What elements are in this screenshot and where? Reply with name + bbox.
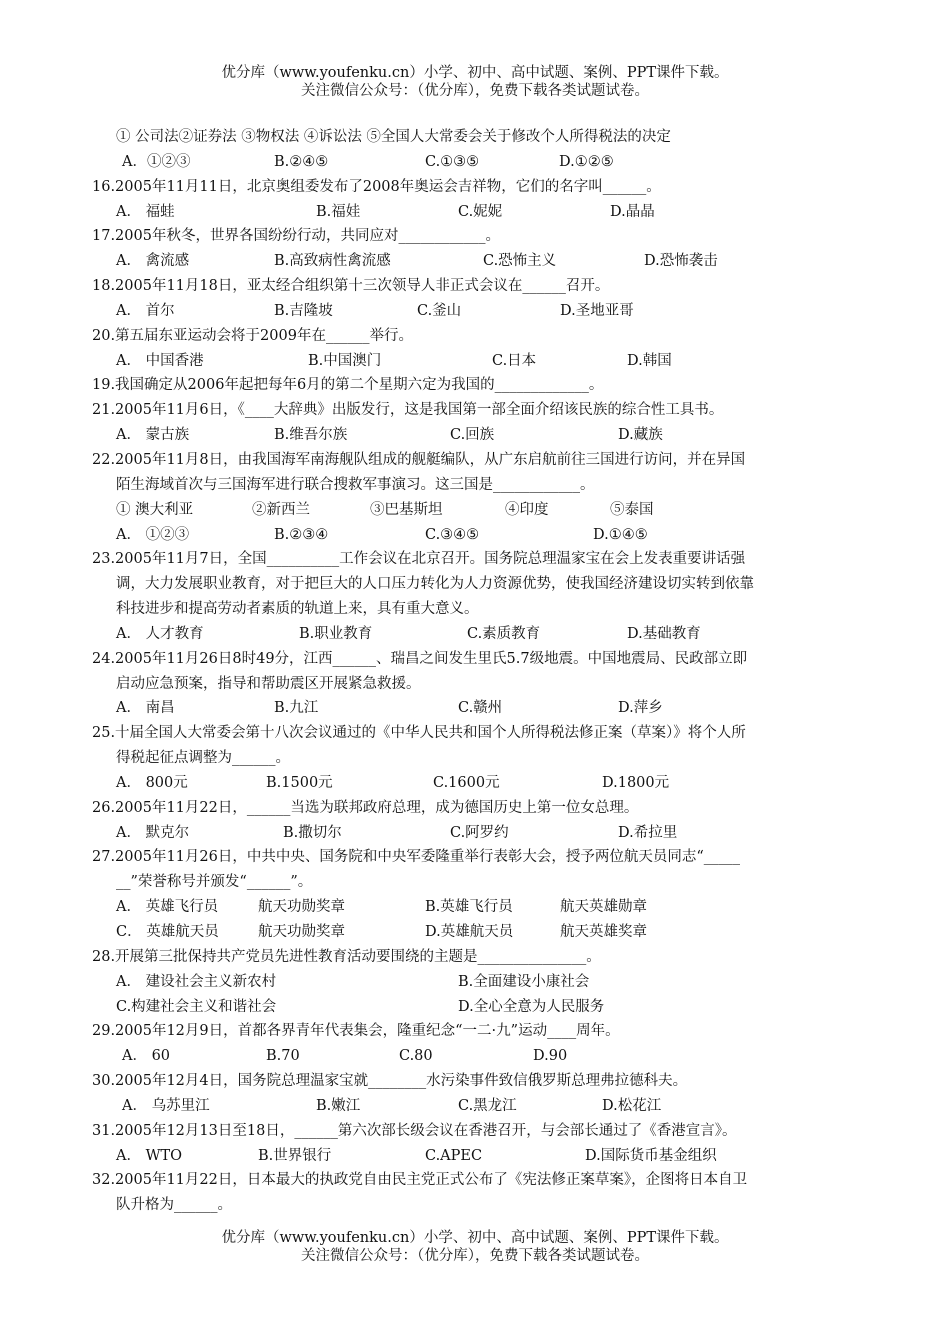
question-23-options <box>92 622 872 647</box>
question-27-options-cd <box>92 920 872 945</box>
option-a: A． 建设社会主义新农村 <box>116 973 277 990</box>
question-27-stem-1: 27.2005年11月26日，中共中央、国务院和中央军委隆重举行表彰大会，授予两位航天员同志“_____ <box>92 849 741 866</box>
option-c: C.阿罗约 <box>450 824 509 841</box>
question-list <box>92 125 872 1218</box>
page-header <box>0 64 950 100</box>
option-a-medal: 航天功勋奖章 <box>258 899 345 916</box>
option-d: D.希拉里 <box>618 824 678 841</box>
header-line-2: 关注微信公众号：（优分库），免费下载各类试题试卷。 <box>301 83 649 99</box>
option-a: A． 800元 <box>116 774 188 791</box>
question-22-stem-1: 22.2005年11月8日，由我国海军南海舰队组成的舰艇编队，从广东启航前往三国进行访问，并在异国 <box>92 451 746 468</box>
option-c: C.回族 <box>450 427 495 444</box>
option-b: B.维吾尔族 <box>274 427 348 444</box>
question-27-stem-2: __”荣誉称号并颁发“______”。 <box>116 874 313 891</box>
option-a: A． 福蛙 <box>116 203 175 220</box>
question-18-options <box>92 299 872 324</box>
question-17-options <box>92 249 872 274</box>
option-d: D.90 <box>533 1048 568 1065</box>
question-32-stem-1: 32.2005年11月22日，日本最大的执政党自由民主党正式公布了《宪法修正案草案》，企图将日本自卫 <box>92 1172 748 1189</box>
question-15-options <box>92 150 872 175</box>
option-b: B.②④⑤ <box>274 153 329 170</box>
option-a: A． 南昌 <box>116 700 175 717</box>
option-d: D.韩国 <box>627 352 672 369</box>
option-c: C.妮妮 <box>458 203 503 220</box>
option-d: D.藏族 <box>618 427 663 444</box>
question-31-options <box>92 1144 872 1169</box>
question-16-options <box>92 200 872 225</box>
question-23-stem-3: 科技进步和提高劳动者素质的轨道上来，具有重大意义。 <box>116 601 479 618</box>
option-b: B.②③④ <box>274 526 329 543</box>
item-4: ④印度 <box>505 501 549 518</box>
option-c: C.釜山 <box>417 302 462 319</box>
option-b: B.职业教育 <box>299 625 373 642</box>
question-18-stem: 18.2005年11月18日，亚太经合组织第十三次领导人非正式会议在______召开。 <box>92 278 610 295</box>
option-a: A． ①②③ <box>116 526 190 543</box>
option-a: A．①②③ <box>122 153 191 170</box>
option-b: B.世界银行 <box>258 1147 332 1164</box>
question-20-stem: 20.第五届东亚运动会将于2009年在______举行。 <box>92 327 413 344</box>
option-a: A． 禽流感 <box>116 253 190 270</box>
option-b: B.1500元 <box>266 774 333 791</box>
question-29-options <box>92 1044 872 1069</box>
option-d-medal: 航天英雄奖章 <box>560 924 647 940</box>
option-b: B.全面建设小康社会 <box>458 973 590 990</box>
option-a: A． 蒙古族 <box>116 427 190 444</box>
item-3: ③巴基斯坦 <box>370 501 443 518</box>
footer-line-1: 优分库（www.youfenku.cn）小学、初中、高中试题、案例、PPT课件下载。 <box>221 1230 729 1246</box>
option-b: B.嫩江 <box>316 1097 361 1114</box>
option-d: D.萍乡 <box>618 700 663 717</box>
option-b: B.吉隆坡 <box>274 302 333 319</box>
page-footer <box>0 1229 950 1265</box>
question-22-items <box>92 498 872 523</box>
option-c: C.赣州 <box>458 700 503 717</box>
question-26-options <box>92 821 872 846</box>
question-24-stem-1: 24.2005年11月26日8时49分，江西______、瑞昌之间发生里氏5.7级地震。中国地震局、民政部立即 <box>92 650 748 667</box>
question-21-options <box>92 423 872 448</box>
question-30-stem: 30.2005年12月4日，国务院总理温家宝就________水污染事件致信俄罗斯总理弗拉德科夫。 <box>92 1073 688 1090</box>
question-25-stem-2: 得税起征点调整为______。 <box>116 750 290 767</box>
question-25-options <box>92 771 872 796</box>
question-20-options <box>92 349 872 374</box>
option-b: B.福娃 <box>316 203 361 220</box>
option-b-title: B.英雄飞行员 <box>425 899 513 916</box>
option-a: A． 中国香港 <box>116 352 204 369</box>
question-22-stem-2: 陌生海域首次与三国海军进行联合搜救军事演习。这三国是____________。 <box>116 476 595 493</box>
option-c: C.1600元 <box>433 774 500 791</box>
item-1: ① 澳大利亚 <box>116 501 194 518</box>
question-27-options-ab <box>92 895 872 920</box>
question-31-stem: 31.2005年12月13日至18日，______第六次部长级会议在香港召开，与会部长通过了《香港宣言》。 <box>92 1122 737 1139</box>
option-b: B.撒切尔 <box>283 824 342 841</box>
question-28-options-cd <box>92 995 872 1020</box>
footer-line-2: 关注微信公众号：（优分库），免费下载各类试题试卷。 <box>301 1248 649 1264</box>
question-23-stem-2: 调，大力发展职业教育，对于把巨大的人口压力转化为人力资源优势，使我国经济建设切实转到依靠 <box>116 576 754 593</box>
option-b: B.九江 <box>274 700 319 717</box>
option-c-title: C． 英雄航天员 <box>116 924 219 940</box>
option-d: D.国际货币基金组织 <box>585 1147 717 1164</box>
option-d: D.圣地亚哥 <box>560 302 634 319</box>
option-b: B.高致病性禽流感 <box>274 253 391 270</box>
option-d: D.基础教育 <box>627 625 701 642</box>
option-c: C.黑龙江 <box>458 1097 517 1114</box>
option-d: D.松花江 <box>602 1097 662 1114</box>
option-d: D.①②⑤ <box>559 153 614 170</box>
question-30-options <box>92 1094 872 1119</box>
item-2: ②新西兰 <box>252 501 310 518</box>
question-15-items: ① 公司法②证券法 ③物权法 ④诉讼法 ⑤全国人大常委会关于修改个人所得税法的决定 <box>116 129 671 145</box>
option-d: D.1800元 <box>602 774 670 791</box>
option-d: D.晶晶 <box>610 203 655 220</box>
question-24-options <box>92 696 872 721</box>
question-22-options <box>92 523 872 548</box>
option-a: A． 乌苏里江 <box>122 1097 210 1114</box>
option-c: C.①③⑤ <box>425 153 480 170</box>
option-a-title: A． 英雄飞行员 <box>116 899 219 916</box>
option-d: D.恐怖袭击 <box>644 253 718 270</box>
option-a: A． 60 <box>122 1048 171 1065</box>
question-28-options-ab <box>92 970 872 995</box>
question-23-stem-1: 23.2005年11月7日，全国__________工作会议在北京召开。国务院总理温家宝在会上发表重要讲话强 <box>92 551 746 568</box>
option-c: C.日本 <box>492 352 537 369</box>
option-c: C.③④⑤ <box>425 526 480 543</box>
question-17-stem: 17.2005年秋冬，世界各国纷纷行动，共同应对____________。 <box>92 228 500 245</box>
option-c: C.80 <box>399 1048 433 1065</box>
header-line-1: 优分库（www.youfenku.cn）小学、初中、高中试题、案例、PPT课件下载。 <box>221 65 729 81</box>
question-16-stem: 16.2005年11月11日，北京奥组委发布了2008年奥运会吉祥物，它们的名字叫______。 <box>92 178 661 195</box>
question-19-stem: 19.我国确定从2006年起把每年6月的第二个星期六定为我国的_____________。 <box>92 377 604 394</box>
option-c-medal: 航天功勋奖章 <box>258 924 345 940</box>
option-a: A． 首尔 <box>116 302 175 319</box>
question-26-stem: 26.2005年11月22日，______当选为联邦政府总理，成为德国历史上第一位女总理。 <box>92 799 639 816</box>
option-b: B.中国澳门 <box>308 352 382 369</box>
question-29-stem: 29.2005年12月9日，首都各界青年代表集会，隆重纪念“一二·九”运动____周年。 <box>92 1023 620 1040</box>
question-32-stem-2: 队升格为______。 <box>116 1197 232 1214</box>
option-d: D.全心全意为人民服务 <box>458 998 605 1015</box>
option-c: C.素质教育 <box>467 625 541 642</box>
option-a: A． 人才教育 <box>116 625 204 642</box>
question-28-stem: 28.开展第三批保持共产党员先进性教育活动要围绕的主题是_______________。 <box>92 948 601 965</box>
option-d-title: D.英雄航天员 <box>425 924 514 940</box>
item-5: ⑤泰国 <box>610 501 654 518</box>
option-c: C.APEC <box>425 1147 483 1164</box>
question-24-stem-2: 启动应急预案，指导和帮助震区开展紧急救援。 <box>116 675 421 692</box>
option-c: C.构建社会主义和谐社会 <box>116 998 277 1015</box>
question-21-stem: 21.2005年11月6日，《____大辞典》出版发行，这是我国第一部全面介绍该民族的综合性工具书。 <box>92 402 724 419</box>
option-b: B.70 <box>266 1048 300 1065</box>
option-d: D.①④⑤ <box>593 526 648 543</box>
option-a: A． 默克尔 <box>116 824 190 841</box>
option-a: A． WTO <box>116 1147 183 1164</box>
option-c: C.恐怖主义 <box>483 253 557 270</box>
question-25-stem-1: 25.十届全国人大常委会第十八次会议通过的《中华人民共和国个人所得税法修正案（草案）》将个人所 <box>92 725 746 742</box>
option-b-medal: 航天英雄勋章 <box>560 899 647 916</box>
